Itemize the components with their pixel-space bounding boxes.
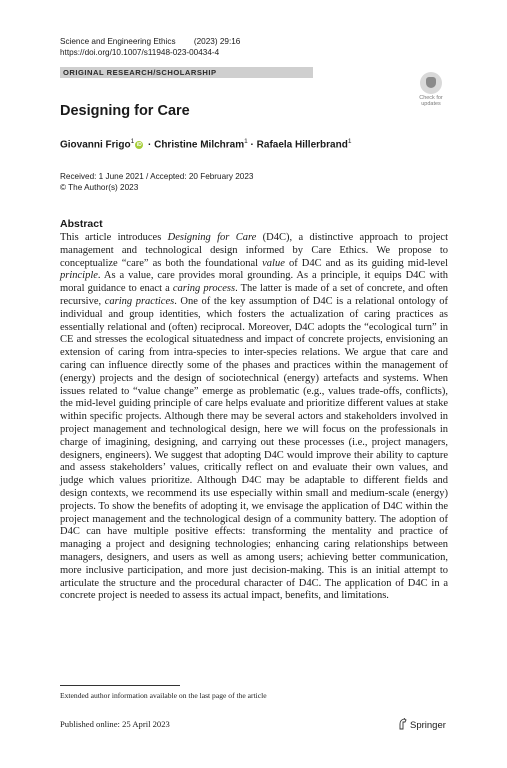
- copyright-notice: © The Author(s) 2023: [60, 183, 139, 192]
- journal-name: Science and Engineering Ethics: [60, 37, 176, 46]
- abstract-text-run: of D4C and as its guiding mid-level: [284, 257, 448, 269]
- orcid-icon[interactable]: iD: [136, 142, 142, 149]
- abstract-italic-run: caring process: [172, 283, 236, 295]
- footnote: Extended author information available on the last page of the article: [60, 691, 267, 700]
- crossmark-icon: [420, 72, 442, 94]
- published-date: Published online: 25 April 2023: [60, 719, 170, 729]
- section-label: ORIGINAL RESEARCH/SCHOLARSHIP: [60, 67, 313, 78]
- author-affiliation: 1: [244, 138, 248, 145]
- doi-link[interactable]: https://doi.org/10.1007/s11948-023-00434-4: [60, 48, 220, 57]
- author-name[interactable]: Rafaela Hillerbrand: [256, 139, 348, 151]
- abstract-text-run: . The latter is made of a set of concrete, and often recursive,: [60, 283, 448, 307]
- author-name[interactable]: Christine Milchram: [154, 139, 245, 151]
- check-updates-label: Check for updates: [419, 95, 443, 107]
- abstract-text-run: This article introduces: [60, 232, 168, 243]
- abstract-italic-run: value: [262, 257, 285, 269]
- abstract-body: [60, 232, 448, 603]
- article-dates: [60, 171, 253, 193]
- journal-volume: (2023) 29:16: [193, 37, 241, 46]
- springer-horse-icon: [398, 718, 408, 733]
- check-for-updates-button[interactable]: [413, 72, 449, 106]
- journal-header: [60, 37, 240, 47]
- author-separator: ·: [147, 139, 152, 151]
- publisher-logo: [398, 718, 446, 733]
- abstract-italic-run: caring practices: [104, 295, 175, 307]
- abstract-text-run: . As a value, care provides moral grounding. As a principle, it equips D4C with moral guidance to enact a: [60, 270, 448, 295]
- abstract-paragraph: [60, 232, 448, 603]
- author-affiliation: 1: [130, 138, 135, 145]
- author-list: [60, 138, 351, 150]
- abstract-heading: Abstract: [60, 218, 103, 230]
- abstract-italic-run: principle: [60, 270, 98, 282]
- abstract-italic-run: Designing for Care: [167, 232, 257, 243]
- publisher-name: Springer: [410, 720, 446, 731]
- author-separator: ·: [250, 139, 254, 151]
- article-title: Designing for Care: [60, 103, 190, 119]
- footnote-divider: [60, 685, 180, 686]
- author-affiliation: 1: [347, 138, 352, 145]
- abstract-text-run: . One of the key assumption of D4C is a relational ontology of individual and group identities, which fosters the actualization of caring practices as essentially relational and (often) reciprocal. Moreover, D4C adopts the “ecological turn” in CE and stresses the ecological situatedness and impact of concrete projects, envisioning an extension of caring from intra-species to inter-species relations. We argue that care and caring can influence directly some of the phases and practices within the management of (energy) projects and the design of sociotechnical (energy) artefacts and systems. When issues related to “value change” emerge as problematic (e.g., values trade-offs, conflicts), the mid-level guiding principle of care helps evaluate and prioritize different values at stake within specific projects. Although there may be several actors and stakeholders involved in project management and technological design, here we will focus on the professionals in charge of imagining, designing, and carrying out these processes (i.e., project managers, designers, engineers). We suggest that adopting D4C would improve their ability to capture and assess stakeholders’ values, critically reflect on and evaluate their own values, and judge which values prioritize. Although D4C may be adaptable to different fields and design contexts, we recommend its use especially within small and medium-scale (energy) projects. To show the benefits of adopting it, we envisage the application of D4C within the project management and the technological design of a community battery. The adoption of D4C can have multiple positive effects: transforming the mentality and practice of managing a project and designing technologies; enhancing caring relationships between managers, designers, and users as well as among users; achieving better communication, more inclusive participation, and more just decision-making. This is an initial attempt to articulate the structure and the procedural character of D4C. The application of D4C in a concrete project is needed to assess its actual impact, benefits, and limitations.: [60, 295, 448, 602]
- received-accepted-dates: Received: 1 June 2021 / Accepted: 20 February 2023: [60, 172, 254, 181]
- author-name[interactable]: Giovanni Frigo: [60, 139, 131, 151]
- abstract-text-run: (D4C), a distinctive approach to project management and technological design informed by Care Ethics. We propose to conceptualize “care” as both the foundational: [60, 232, 449, 269]
